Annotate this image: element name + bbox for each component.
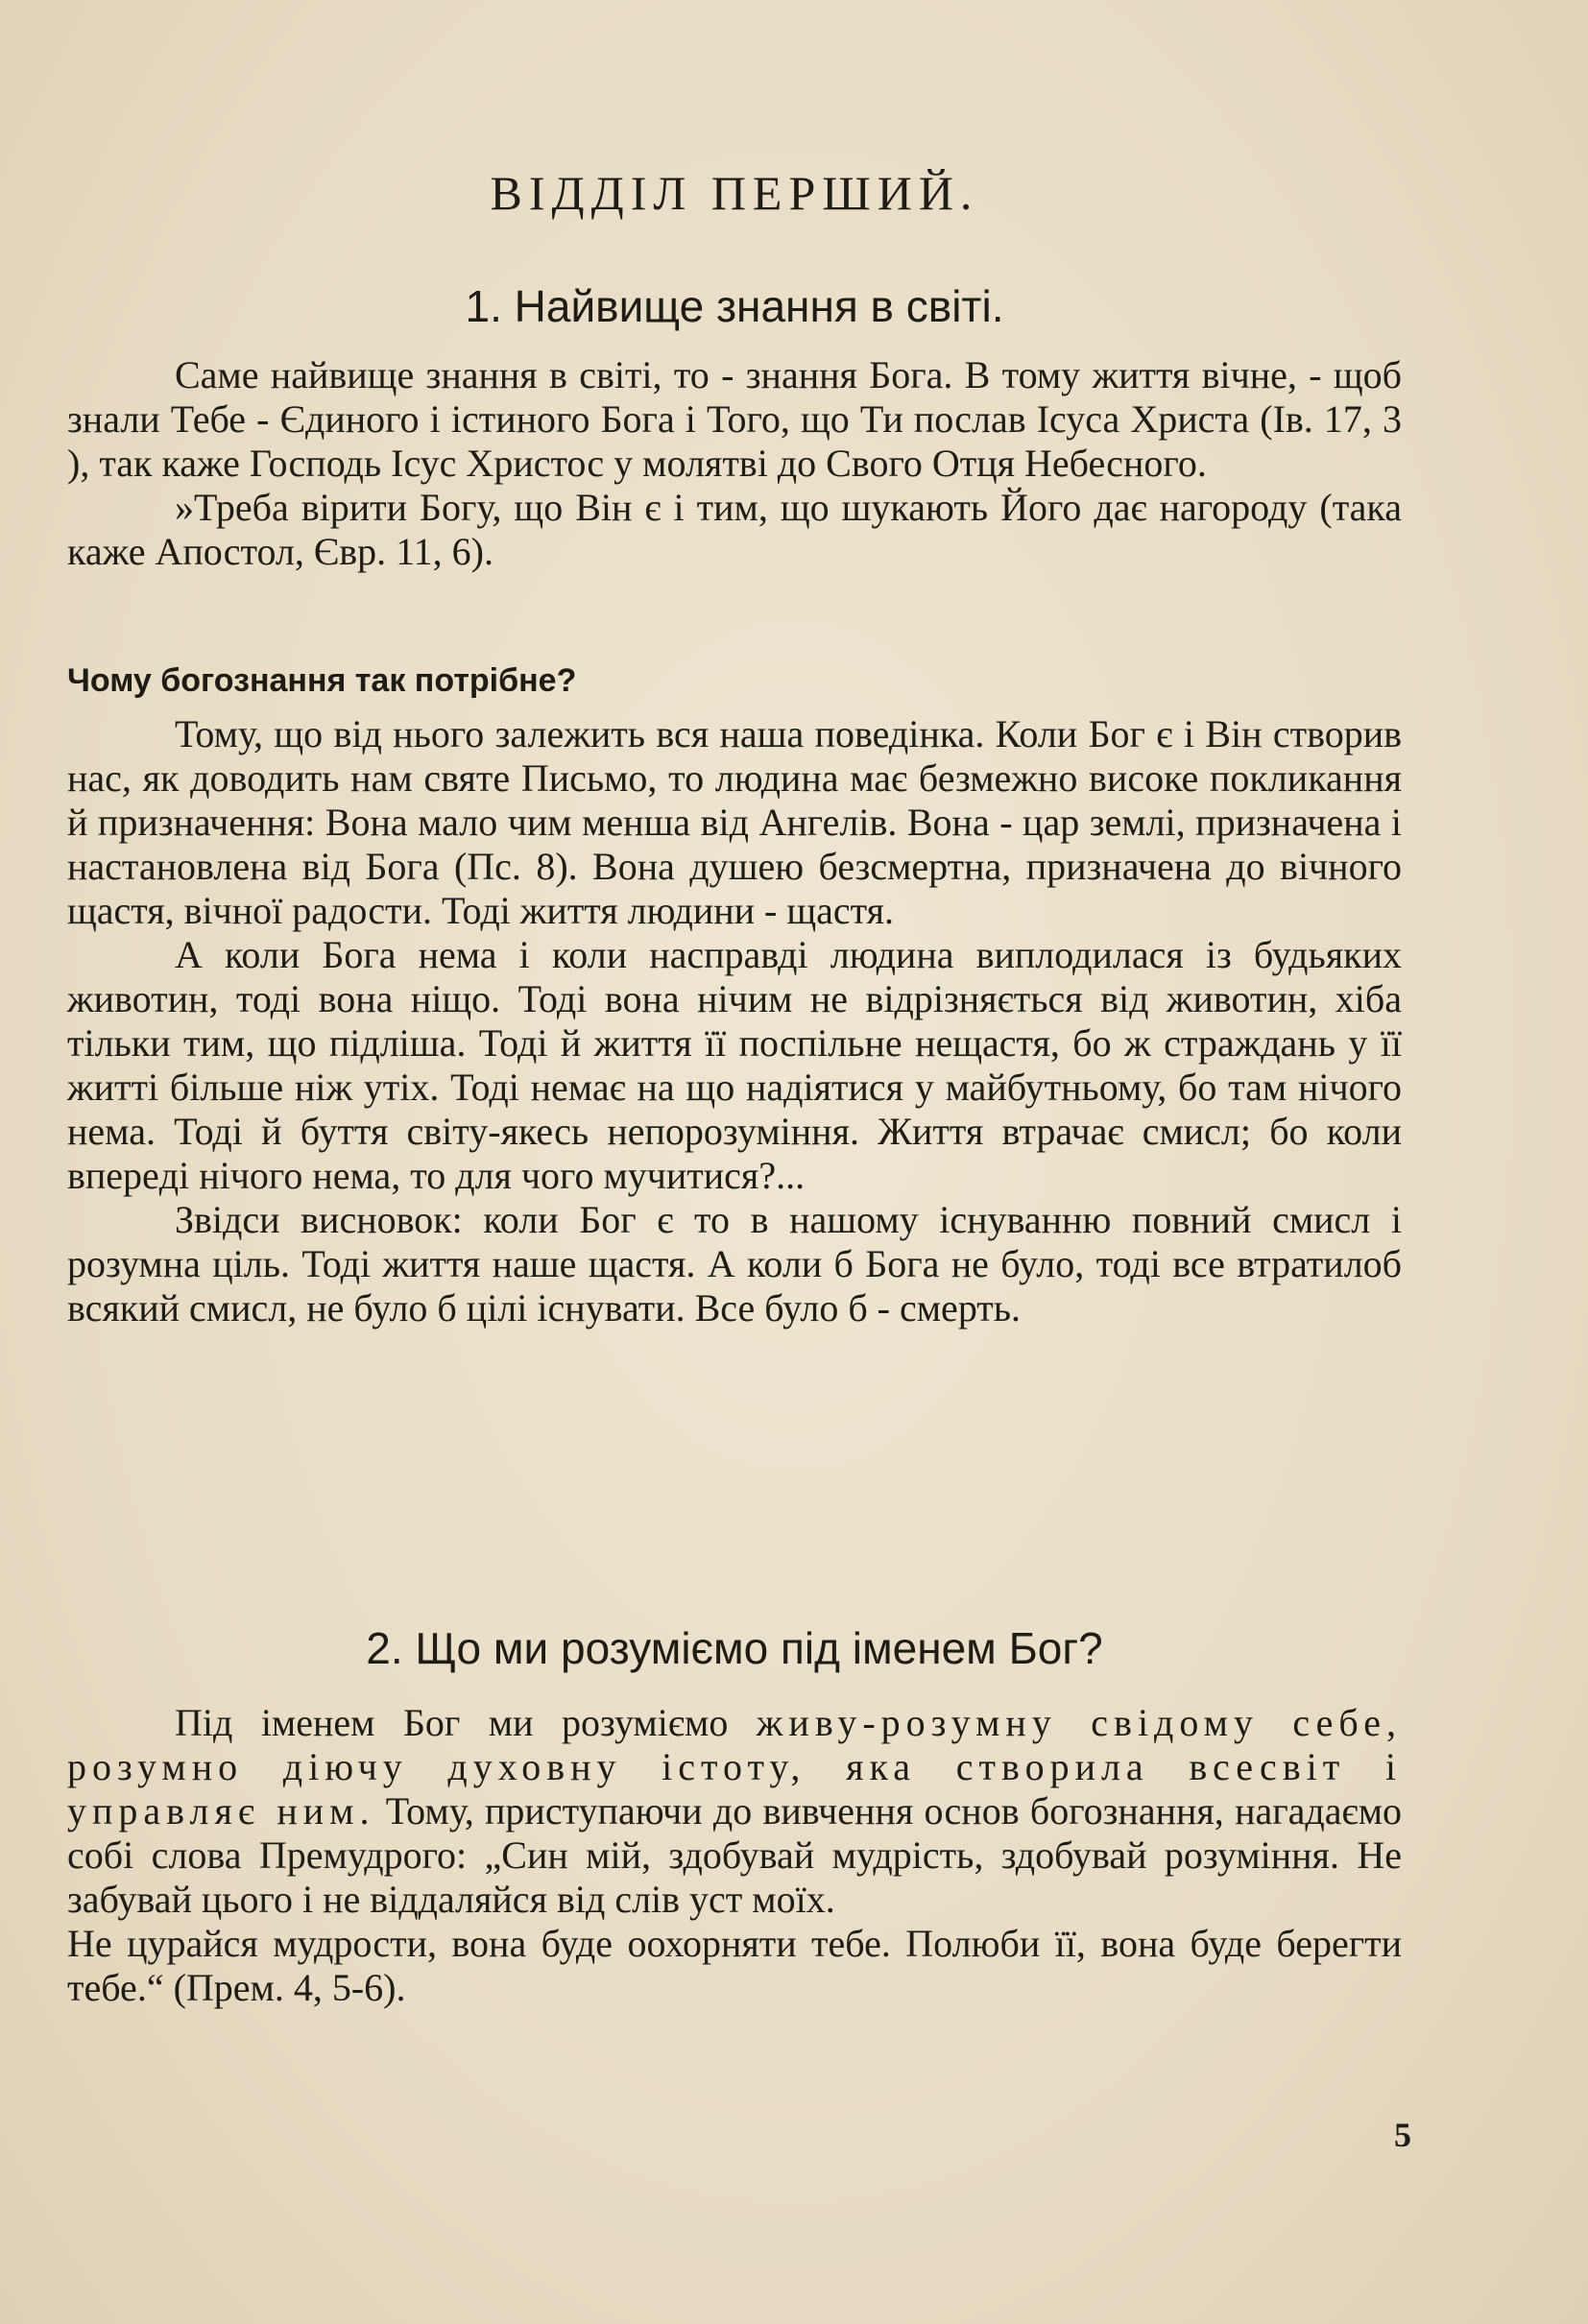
paragraph: Саме найвище знання в світі, то - знання Бога. В тому життя вічне, - щоб знали Тебе - Єдиного і істиного Бога і Того, що Ти послав Ісуса Христа (Ів. 17, 3 ), так каже Господь Ісус Христос у молятві до Свого Отця Небесного. — [67, 353, 1402, 485]
section-1-intro — [67, 353, 1402, 574]
question-heading: Чому богознання так потрібне? — [67, 662, 577, 699]
section-2-heading: 2. Що ми розуміємо під іменем Бог? — [366, 1623, 1103, 1673]
paragraph: Не цурайся мудрости, вона буде оохорняти тебе. Полюби її, вона буде берегти тебе.“ (Прем. 4, 5-6). — [67, 1922, 1402, 2009]
section-1-answer — [67, 712, 1402, 1330]
paragraph: А коли Бога нема і коли насправді людина виплодилася із будьяких животин, тоді вона ніщо. Тоді вона нічим не відрізняється від животин, хіба тільки тим, що підліша. Тоді й життя її поспільне нещастя, бо ж страждань у її житті більше ніж утіх. Тоді немає на що надіятися у майбутньому, бо там нічого нема. Тоді й буття світу-якесь непорозуміння. Життя втрачає смисл; бо коли вперeді нічого нема, то для чого мучитися?... — [67, 933, 1402, 1197]
paragraph-text: Тому, приступаючи до вивчення основ богознання, нагадаємо собі слова Премудрого: „Син мій, здобувай мудрість, здобувай розуміння. Не забувай цього і не віддаляйся від слів уст моїх. — [67, 1789, 1402, 1921]
part-title: ВІДДІЛ ПЕРШИЙ. — [490, 166, 979, 220]
paragraph: Звідси висновок: коли Бог є то в нашому існуванню повний смисл і розумна ціль. Тоді життя наше щастя. А коли б Бога не було, тоді все втратилоб всякий смисл, не було б цілі існувати. Все було б - смерть. — [67, 1198, 1402, 1330]
section-1-heading: 1. Найвище знання в світі. — [465, 281, 1004, 331]
paragraph-text: Під іменем Бог ми розуміємо — [175, 1701, 757, 1744]
paragraph — [67, 1701, 1402, 1922]
emphasized-definition: живу-розумну свідому себе, розумно діючу духовну істоту, яка створила всесвіт і управляє ним. — [67, 1701, 1403, 1833]
paragraph: Тому, що від нього залежить вся наша поведінка. Коли Бог є і Він створив нас, як доводить нам святе Письмо, то людина має безмежно високе покликання й призначення: Вона мало чим менша від Ангелів. Вона - цар землі, призначена і настановлена від Бога (Пс. 8). Вона душею безсмертна, призначена до вічного щастя, вічної радости. Тоді життя людини - щастя. — [67, 712, 1402, 932]
section-2-body — [67, 1701, 1402, 2010]
page-number: 5 — [1394, 2116, 1411, 2154]
paragraph: »Треба вірити Богу, що Він є і тим, що шукають Його дає нагороду (така каже Апостол, Євр. 11, 6). — [67, 486, 1402, 573]
